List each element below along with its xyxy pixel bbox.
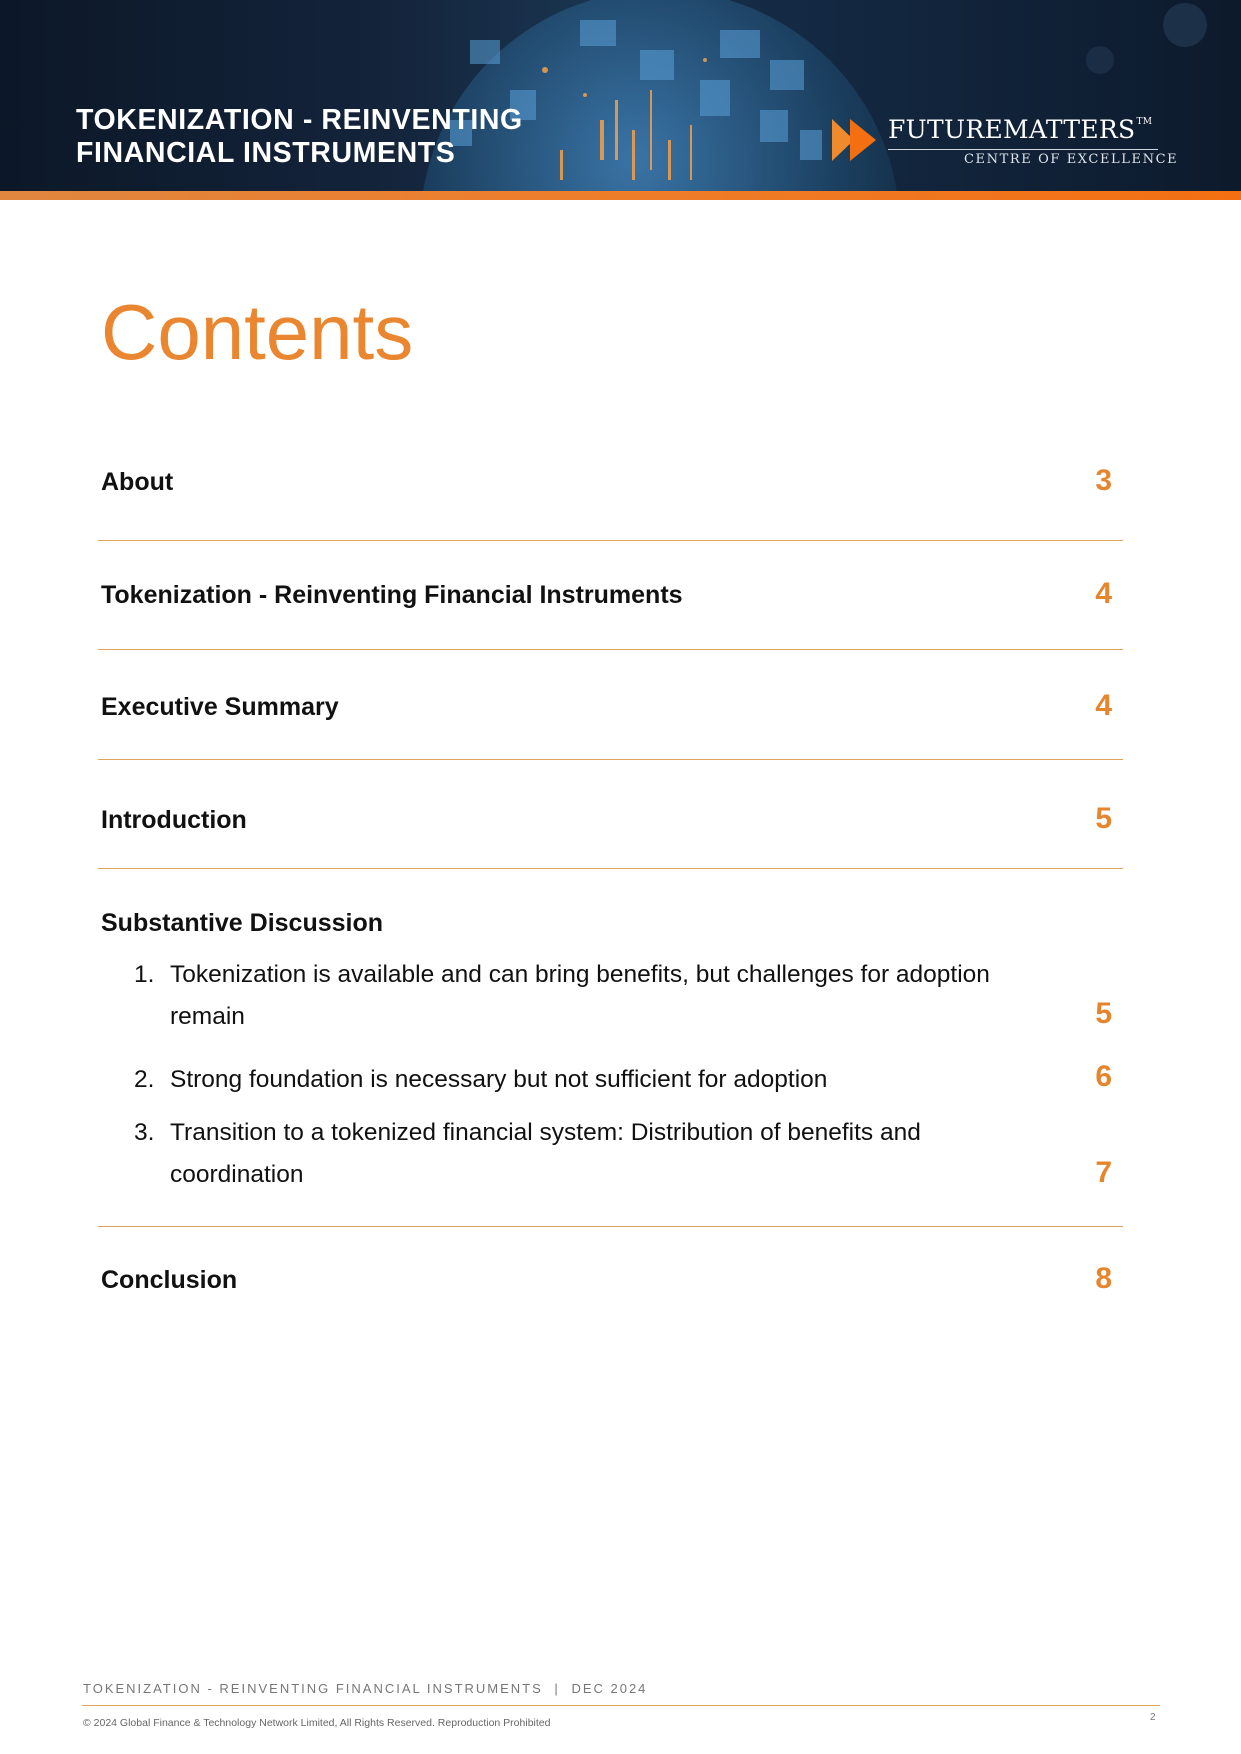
toc-divider <box>98 759 1123 760</box>
toc-subentry-1[interactable] <box>134 954 1113 1038</box>
banner-title-line-1: TOKENIZATION - REINVENTING <box>76 104 523 136</box>
toc-divider <box>98 540 1123 541</box>
logo-divider <box>888 149 1158 150</box>
toc-divider <box>98 1226 1123 1227</box>
toc-entry-title: Introduction <box>101 806 247 834</box>
logo-name: FUTUREMATTERS™ <box>888 115 1153 144</box>
toc-subentry-text: Strong foundation is necessary but not sufficient for adoption <box>170 1066 828 1093</box>
footer-date: DEC 2024 <box>571 1681 648 1696</box>
footer-title-text: TOKENIZATION - REINVENTING FINANCIAL INSTRUMENTS <box>83 1681 543 1696</box>
footer-page-number: 2 <box>1150 1712 1156 1723</box>
toc-subentry-page: 6 <box>1095 1060 1112 1093</box>
logo-subtitle: CENTRE OF EXCELLENCE <box>964 152 1179 167</box>
toc-entry-title: About <box>101 468 174 496</box>
toc-subentry-text: Tokenization is available and can bring benefits, but challenges for adoption remain <box>170 961 990 1030</box>
banner-title-line-2: FINANCIAL INSTRUMENTS <box>76 137 456 169</box>
toc-entry-page: 3 <box>1095 464 1112 497</box>
toc-entry-title: Executive Summary <box>101 693 339 721</box>
toc-entry-title: Tokenization - Reinventing Financial Instruments <box>101 581 683 609</box>
toc-entry-page: 4 <box>1095 689 1112 722</box>
toc-subentry-text: Transition to a tokenized financial system: Distribution of benefits and coordination <box>170 1119 921 1188</box>
toc-subentry-2[interactable] <box>134 1059 1113 1101</box>
toc-subentry-3[interactable] <box>134 1112 1113 1196</box>
toc-divider <box>98 868 1123 869</box>
toc-subentry-page: 7 <box>1095 1156 1112 1189</box>
double-chevron-right-icon <box>832 119 880 161</box>
footer-separator: | <box>554 1681 560 1696</box>
toc-entry-page: 5 <box>1095 802 1112 835</box>
logo-trademark: TM <box>1136 117 1153 127</box>
toc-entry-title: Conclusion <box>101 1266 238 1294</box>
toc-subentry-number: 1. <box>134 961 155 988</box>
banner-accent-stripe <box>0 191 1241 200</box>
toc-entry-page: 4 <box>1095 577 1112 610</box>
banner-title <box>76 104 523 170</box>
toc-subentry-number: 3. <box>134 1119 155 1146</box>
toc-divider <box>98 649 1123 650</box>
futurematters-logo <box>832 112 1179 172</box>
footer-divider <box>82 1705 1160 1706</box>
header-banner <box>0 0 1241 191</box>
toc-subentry-page: 5 <box>1095 997 1112 1030</box>
footer-copyright: © 2024 Global Finance & Technology Network Limited, All Rights Reserved. Reproduction Prohibited <box>83 1717 551 1729</box>
toc-entry-title: Substantive Discussion <box>101 909 384 937</box>
toc-subentry-number: 2. <box>134 1066 155 1093</box>
footer-document-title <box>83 1681 647 1696</box>
page-title: Contents <box>101 288 414 376</box>
toc-entry-page: 8 <box>1095 1262 1112 1295</box>
